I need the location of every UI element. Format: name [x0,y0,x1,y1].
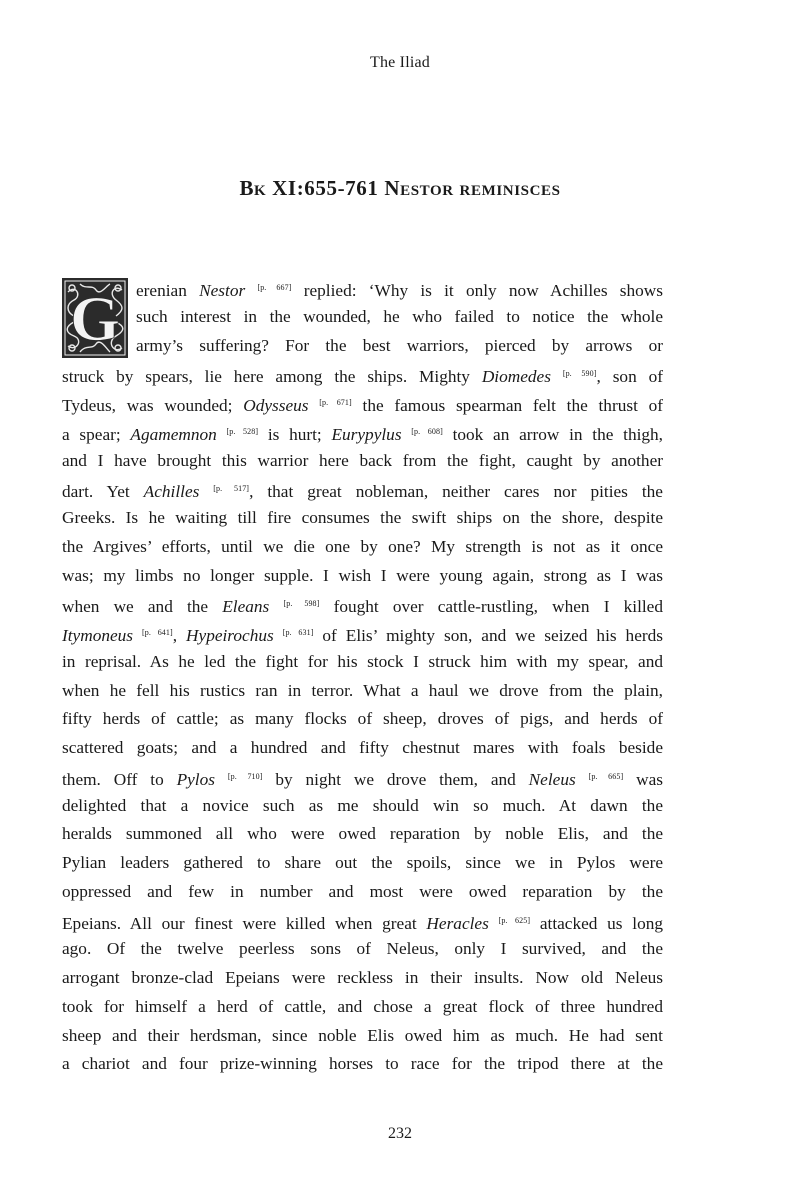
page-reference: [p. 608] [411,426,443,436]
text-run: heralds summoned all who were owed reparation by noble Elis, and the [62,824,663,844]
text-line [62,677,663,706]
proper-name: Diomedes [481,367,551,387]
proper-name: Achilles [143,482,200,502]
text-line [62,763,663,792]
text-run: , [172,626,187,645]
text-run: a chariot and four prize-winning horses to race for the tripod there at the [62,1054,663,1074]
text-run: took for himself a herd of cattle, and chose a great flock of three hundred [62,996,663,1016]
text-run: replied: ‘Why is it only now Achilles shows [291,281,664,300]
text-line [62,533,663,562]
running-head: The Iliad [370,54,430,71]
page-number: 232 [388,1125,412,1142]
text-run: delighted that a novice such as me should win so much. At dawn the [62,795,663,815]
text-run: when we and the [62,597,223,617]
text-run: the famous spearman felt the thrust of [351,396,663,415]
text-run: , that great nobleman, neither cares nor pities the [249,482,663,502]
drop-cap [62,278,128,358]
page-reference: [p. 641] [142,628,173,637]
text-line [62,734,663,763]
proper-name: Hypeirochus [186,626,274,645]
page-reference: [p. 710] [227,771,263,781]
text-run: struck by spears, lie here among the ships. Mighty [62,367,482,387]
page-reference: [p. 667] [257,283,292,292]
text-run: attacked us long [530,913,664,933]
text-line [62,820,663,849]
text-run: when he fell his rustics ran in terror. What a haul we drove from the plain, [62,680,663,700]
proper-name: Eleans [222,597,270,617]
proper-name: Neleus [528,769,576,789]
text-line [62,878,663,907]
text-run: oppressed and few in number and most were owed reparation by the [62,881,663,901]
text-run: Pylian leaders gathered to share out the spoils, since we in Pylos were [62,853,663,872]
text-run: and I have brought this warrior here back from the fight, caught by another [62,450,663,470]
page-reference: [p. 625] [498,915,531,925]
text-line [62,389,663,418]
text-run: took an arrow in the thigh, [442,424,663,444]
chapter-title: Bk XI:655-761 Nestor reminisces [239,176,561,200]
proper-name: Nestor [199,281,246,300]
text-line [62,619,663,648]
text-run: was; my limbs no longer supple. I wish I were young again, strong as I was [62,565,663,585]
page-reference: [p. 598] [283,599,320,609]
text-line [62,1022,663,1051]
page-reference: [p. 665] [588,771,624,781]
proper-name: Pylos [176,769,215,789]
ornamental-drop-cap-icon [62,278,128,358]
text-line [62,562,663,591]
proper-name: Odysseus [243,396,309,415]
text-run: by night we drove them, and [262,769,529,789]
text-line [62,705,663,734]
proper-name: Itymoneus [62,626,134,645]
text-line [62,303,663,332]
text-run: was [623,769,663,789]
text-line [62,475,663,504]
text-line [62,849,663,878]
text-line [62,360,663,389]
text-run: is hurt; [258,424,332,444]
paragraph [62,274,663,1079]
text-line [62,935,663,964]
text-run: dart. Yet [62,482,144,502]
text-line [62,332,663,361]
text-line [62,964,663,993]
text-line [62,418,663,447]
text-line [62,1050,663,1079]
text-line [62,590,663,619]
text-run: scattered goats; and a hundred and fifty chestnut mares with foals beside [62,738,663,757]
body-text [62,274,663,1079]
text-run: erenian [136,281,200,300]
page-reference: [p. 528] [226,426,259,436]
text-run: fought over cattle-rustling, when I killed [319,597,663,617]
text-run: army’s suffering? For the best warriors, pierced by arrows or [136,335,663,355]
proper-name: Heracles [426,913,489,933]
text-run: them. Off to [62,769,177,789]
text-run: a spear; [62,424,131,444]
text-run: sheep and their herdsman, since noble Elis owed him as much. He had sent [62,1025,663,1045]
text-line [62,993,663,1022]
text-run: Tydeus, was wounded; [62,396,244,415]
text-line [62,907,663,936]
text-run: Epeians. All our finest were killed when great [62,913,427,933]
text-run: such interest in the wounded, he who failed to notice the whole [136,306,663,326]
page-reference: [p. 517] [213,484,250,494]
page-reference: [p. 671] [319,398,352,407]
text-run: in reprisal. As he led the fight for his stock I struck him with my spear, and [62,651,663,671]
text-line [62,447,663,476]
text-line [62,792,663,821]
drop-cap-letter: G [70,283,120,354]
page-reference: [p. 631] [282,628,314,637]
text-line [62,648,663,677]
text-run: the Argives’ efforts, until we die one by one? My strength is not as it once [62,536,663,556]
proper-name: Agamemnon [130,424,217,444]
text-run: fifty herds of cattle; as many flocks of sheep, droves of pigs, and herds of [62,709,663,729]
proper-name: Eurypylus [331,424,402,444]
text-run: arrogant bronze-clad Epeians were reckless in their insults. Now old Neleus [62,968,663,987]
text-run: , son of [596,367,663,387]
text-run: Greeks. Is he waiting till fire consumes the swift ships on the shore, despite [62,508,663,527]
text-line [62,504,663,533]
text-run: of Elis’ mighty son, and we seized his herds [313,626,663,645]
text-run: ago. Of the twelve peerless sons of Neleus, only I survived, and the [62,939,663,959]
page-reference: [p. 590] [562,369,597,379]
text-line [62,274,663,303]
